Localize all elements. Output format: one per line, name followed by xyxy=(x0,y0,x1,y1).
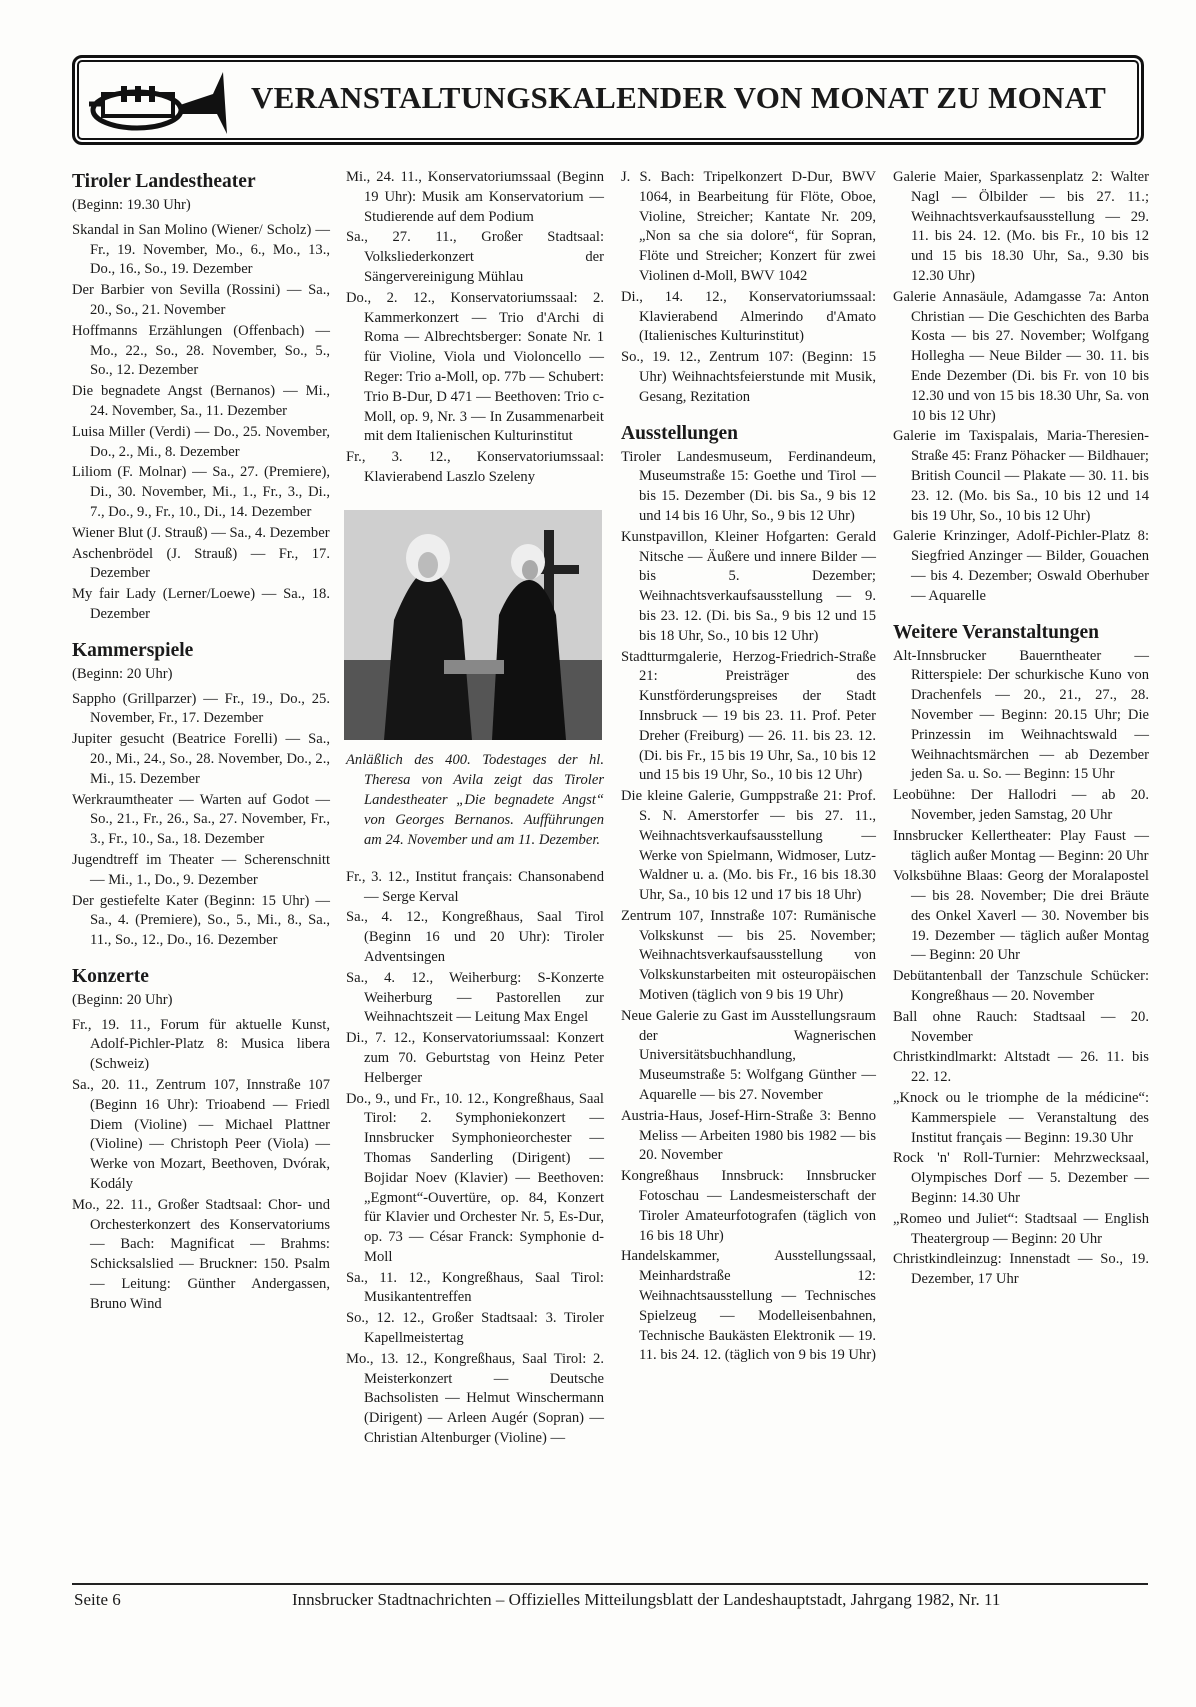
theater-photo xyxy=(344,510,602,740)
event-entry: Galerie Krinzinger, Adolf-Pichler-Platz 8: Siegfried Anzinger — Bilder, Gouachen — bis 4. Dezember; Oswald Oberhuber — Aquarelle xyxy=(893,528,1149,604)
event-entry: Fr., 19. 11., Forum für aktuelle Kunst, Adolf-Pichler-Platz 8: Musica libera (Schweiz) xyxy=(72,1016,330,1073)
event-entry: My fair Lady (Lerner/Loewe) — Sa., 18. Dezember xyxy=(72,586,330,622)
event-entry: Mo., 13. 12., Kongreßhaus, Saal Tirol: 2. Meisterkonzert — Deutsche Bachsolisten — Helmut Winschermann (Dirigent) — Arleen Augér (Sopran) — Christian Altenburger (Violine) — xyxy=(346,1350,604,1447)
event-entry: Mo., 22. 11., Großer Stadtsaal: Chor- und Orchesterkonzert des Konservatoriums — Bach: Magnificat — Brahms: Schicksalslied — Bruckner: 150. Psalm — Leitung: Günther Andergassen, Bruno Wind xyxy=(72,1196,330,1312)
event-entry: Tiroler Landesmuseum, Ferdinandeum, Museumstraße 15: Goethe und Tirol — bis 15. Dezember (Di. bis Sa., 9 bis 12 und 14 bis 16 Uhr, So., 9 bis 12 Uhr) xyxy=(621,448,876,524)
column-4 xyxy=(893,168,1149,1291)
footer-page-number: Seite 6 xyxy=(74,1590,121,1609)
section-heading: Tiroler Landestheater xyxy=(72,171,256,192)
photo-caption: Anläßlich des 400. Todestages der hl. Theresa von Avila zeigt das Tiroler Landestheater „Die begnadete Angst“ von Georges Bernanos. Aufführungen am 24. November und am 11. Dezember. xyxy=(346,751,604,848)
event-entry: Christkindleinzug: Innenstadt — So., 19. Dezember, 17 Uhr xyxy=(893,1251,1149,1288)
event-entry: Di., 14. 12., Konservatoriumssaal: Klavierabend Almerindo d'Amato (Italienisches Kulturinstitut) xyxy=(621,288,876,345)
event-entry: Galerie Maier, Sparkassenplatz 2: Walter Nagl — Ölbilder — bis 27. 11.; Weihnachtsverkaufsausstellung — 29. 11. bis 24. 12. (Mo. bis Fr., 10 bis 12 und 15 bis 18.30 Uhr, Sa., 9.30 bis 12.30 Uhr) xyxy=(893,169,1149,284)
event-entry: Alt-Innsbrucker Bauerntheater — Ritterspiele: Der schurkische Kuno von Drachenfels — 20., 21., 27., 28. November — Beginn: 20.15 Uhr; Die Prinzessin im Weihnachtswald — Weihnachtsmärchen — ab Dezember jeden Sa. u. So. — Beginn: 15 Uhr xyxy=(893,647,1149,783)
event-entry: Stadtturmgalerie, Herzog-Friedrich-Straße 21: Preisträger des Kunstförderungspreises der Stadt Innsbruck — 19 bis 23. 11. Prof. Peter Dreher (Freiburg) — 26. 11. bis 23. 12. (Di. bis Fr., 15 bis 19 Uhr, Sa., 10 bis 12 und 15 bis 19 Uhr, So., 10 bis 12 Uhr) xyxy=(621,648,876,784)
event-entry: Skandal in San Molino (Wiener/ Scholz) — Fr., 19. November, Mo., 6., Mo., 13., Do., 16., So., 19. Dezember xyxy=(72,221,330,278)
event-entry: Mi., 24. 11., Konservatoriumssaal (Beginn 19 Uhr): Musik am Konservatorium — Studierende auf dem Podium xyxy=(346,169,604,225)
event-entry: Der gestiefelte Kater (Beginn: 15 Uhr) — Sa., 4. (Premiere), So., 5., Mi., 8., Sa., 11., So., 12., Do., 16. Dezember xyxy=(72,892,330,949)
event-entry: Sa., 11. 12., Kongreßhaus, Saal Tirol: Musikantentreffen xyxy=(346,1269,604,1306)
event-entry: Innsbrucker Kellertheater: Play Faust — täglich außer Montag — Beginn: 20 Uhr xyxy=(893,827,1149,864)
event-entry: Debütantenball der Tanzschule Schücker: Kongreßhaus — 20. November xyxy=(893,968,1149,1005)
event-entry: „Romeo und Juliet“: Stadtsaal — English Theatergroup — Beginn: 20 Uhr xyxy=(893,1210,1149,1247)
section-heading: Kammerspiele xyxy=(72,639,194,661)
event-entry: Galerie im Taxispalais, Maria-Theresien-Straße 45: Franz Pöhacker — Bildhauer; British Council — Plakate — 30. 11. bis 23. 12. (Mo. bis Sa., 10 bis 12 und 14 bis 19 Uhr, So., 10 bis 12 Uhr) xyxy=(893,428,1149,524)
column-2 xyxy=(346,168,604,1450)
trumpet-icon xyxy=(85,64,235,136)
event-entry: Die begnadete Angst (Bernanos) — Mi., 24. November, Sa., 11. Dezember xyxy=(72,383,330,419)
section-start-time: (Beginn: 20 Uhr) xyxy=(72,991,173,1008)
header-banner xyxy=(72,55,1144,145)
event-entry: J. S. Bach: Tripelkonzert D-Dur, BWV 1064, in Bearbeitung für Flöte, Oboe, Violine, Streicher; Kantate Nr. 209, „Non sa che sia dolore“, für Sopran, Flöte und Streicher; Konzert für zwei Violinen d-Moll, BWV 1042 xyxy=(621,169,876,284)
section-heading: Ausstellungen xyxy=(621,422,739,444)
page-title: VERANSTALTUNGSKALENDER VON MONAT ZU MONAT xyxy=(251,80,1107,115)
section-start-time: (Beginn: 20 Uhr) xyxy=(72,665,173,682)
column-1 xyxy=(72,168,330,1316)
event-entry: Zentrum 107, Innstraße 107: Rumänische Volkskunst — bis 25. November; Weihnachtsverkaufsausstellung von Volkskunstarbeiten mit osteuropäischen Motiven (täglich von 9 bis 19 Uhr) xyxy=(621,907,876,1004)
event-entry: Di., 7. 12., Konservatoriumssaal: Konzert zum 70. Geburtstag von Heinz Peter Helberger xyxy=(346,1030,604,1086)
section-heading: Konzerte xyxy=(72,965,149,987)
event-entry: Do., 9., und Fr., 10. 12., Kongreßhaus, Saal Tirol: 2. Symphoniekonzert — Innsbrucker Symphonieorchester — Thomas Sanderling (Dirigent) — Bojidar Noev (Klavier) — Beethoven: „Egmont“-Ouvertüre, op. 84, Konzert für Klavier und Orchester Nr. 5, Es-Dur, op. 73 — César Franck: Symphonie d-Moll xyxy=(346,1090,604,1265)
event-entry: Jugendtreff im Theater — Scherenschnitt — Mi., 1., Do., 9. Dezember xyxy=(72,851,330,888)
event-entry: Luisa Miller (Verdi) — Do., 25. November, Do., 2., Mi., 8. Dezember xyxy=(72,423,330,460)
event-entry: Fr., 3. 12., Konservatoriumssaal: Klavierabend Laszlo Szeleny xyxy=(346,449,604,485)
event-entry: Do., 2. 12., Konservatoriumssaal: 2. Kammerkonzert — Trio d'Archi di Roma — Albrechtsberger: Sonate Nr. 1 für Violine, Viola und Violoncello — Reger: Trio a-Moll, op. 77b — Schubert: Trio B-Dur, D 471 — Beethoven: Trio c-Moll, op. 9, Nr. 3 — In Zusammenarbeit mit dem Italienischen Kulturinstitut xyxy=(346,289,604,445)
event-entry: Hoffmanns Erzählungen (Offenbach) — Mo., 22., So., 28. November, So., 5., So., 12. Dezember xyxy=(72,322,330,379)
footer-rule xyxy=(72,1583,1148,1585)
event-entry: Sa., 4. 12., Kongreßhaus, Saal Tirol (Beginn 16 und 20 Uhr): Tiroler Adventsingen xyxy=(346,909,604,965)
event-entry: Leobühne: Der Hallodri — ab 20. November, jeden Samstag, 20 Uhr xyxy=(893,787,1149,823)
event-entry: Werkraumtheater — Warten auf Godot — So., 21., Fr., 26., Sa., 27. November, Fr., 3., Fr., 10., Sa., 18. Dezember xyxy=(72,791,330,848)
event-entry: Fr., 3. 12., Institut français: Chansonabend — Serge Kerval xyxy=(346,868,604,905)
footer-publication: Innsbrucker Stadtnachrichten – Offizielles Mitteilungsblatt der Landeshauptstadt, Jahrgang 1982, Nr. 11 xyxy=(292,1590,1001,1609)
event-entry: So., 19. 12., Zentrum 107: (Beginn: 15 Uhr) Weihnachtsfeierstunde mit Musik, Gesang, Rezitation xyxy=(621,349,876,405)
section-start-time: (Beginn: 19.30 Uhr) xyxy=(72,197,191,213)
event-entry: Kunstpavillon, Kleiner Hofgarten: Gerald Nitsche — Äußere und innere Bilder — bis 5. Dezember; Weihnachtsverkaufsausstellung — 9. bis 23. 12. (Di. bis Sa., 9 bis 12 und 15 bis 18 Uhr, So., 10 bis 12 Uhr) xyxy=(621,528,876,644)
event-entry: Galerie Annasäule, Adamgasse 7a: Anton Christian — Die Geschichten des Barba Kosta — bis 27. November; Wolfgang Hollegha — Neue Bilder — 30. 11. bis Ende Dezember (Di. bis Fr. von 10 bis 12.30 und von 15 bis 18.30 Uhr, Sa. von 10 bis 12 Uhr) xyxy=(893,288,1149,424)
event-entry: Liliom (F. Molnar) — Sa., 27. (Premiere), Di., 30. November, Mi., 1., Fr., 3., Di., 7., Do., 9., Fr., 10., Di., 14. Dezember xyxy=(72,464,330,520)
event-entry: Handelskammer, Ausstellungssaal, Meinhardstraße 12: Weihnachtsausstellung — Technisches Spielzeug — Modelleisenbahnen, Technische Baukästen Elektronik — 19. 11. bis 24. 12. (täglich von 9 bis 19 Uhr) xyxy=(621,1248,876,1364)
event-entry: Der Barbier von Sevilla (Rossini) — Sa., 20., So., 21. November xyxy=(72,282,330,318)
event-entry: Austria-Haus, Josef-Hirn-Straße 3: Benno Meliss — Arbeiten 1980 bis 1982 — bis 20. November xyxy=(621,1107,876,1164)
column-3 xyxy=(621,168,876,1367)
event-entry: Sa., 27. 11., Großer Stadtsaal: Volksliederkonzert der Sängervereinigung Mühlau xyxy=(346,229,604,285)
event-entry: „Knock ou le triomphe de la médicine“: Kammerspiele — Veranstaltung des Institut français — Beginn: 19.30 Uhr xyxy=(893,1090,1149,1146)
event-entry: Christkindlmarkt: Altstadt — 26. 11. bis 22. 12. xyxy=(893,1049,1149,1086)
event-entry: Neue Galerie zu Gast im Ausstellungsraum der Wagnerischen Universitätsbuchhandlung, Museumstraße 5: Wolfgang Günther — Aquarelle — bis 27. November xyxy=(621,1007,876,1104)
event-entry: Jupiter gesucht (Beatrice Forelli) — Sa., 20., Mi., 24., So., 28. November, Do., 2., Mi., 15. Dezember xyxy=(72,731,330,787)
event-entry: Aschenbrödel (J. Strauß) — Fr., 17. Dezember xyxy=(72,545,330,582)
event-entry: Ball ohne Rauch: Stadtsaal — 20. November xyxy=(893,1008,1149,1045)
event-entry: Wiener Blut (J. Strauß) — Sa., 4. Dezember xyxy=(72,524,330,541)
event-entry: So., 12. 12., Großer Stadtsaal: 3. Tiroler Kapellmeistertag xyxy=(346,1310,604,1347)
event-entry: Volksbühne Blaas: Georg der Moralapostel — bis 28. November; Die drei Bräute des Onkel Xaverl — 30. November bis 19. Dezember — täglich außer Montag — Beginn: 20 Uhr xyxy=(893,868,1149,964)
event-entry: Sappho (Grillparzer) — Fr., 19., Do., 25. November, Fr., 17. Dezember xyxy=(72,690,330,727)
event-entry: Sa., 4. 12., Weiherburg: S-Konzerte Weiherburg — Pastorellen zur Weihnachtszeit — Leitung Max Engel xyxy=(346,969,604,1026)
event-entry: Die kleine Galerie, Gumppstraße 21: Prof. S. N. Amerstorfer — bis 27. 11., Weihnachtsverkaufsausstellung — Werke von Spielmann, Widmoser, Lutz-Waldner u. a. (Mo. bis Fr., 16 bis 18.30 Uhr, Sa., 10 bis 12 und 17 bis 18 Uhr) xyxy=(621,788,876,904)
event-entry: Kongreßhaus Innsbruck: Innsbrucker Fotoschau — Landesmeisterschaft der Tiroler Amateurfotografen (täglich von 16 bis 18 Uhr) xyxy=(621,1168,876,1244)
event-entry: Sa., 20. 11., Zentrum 107, Innstraße 107 (Beginn 16 Uhr): Trioabend — Friedl Diem (Violine) — Michael Plattner (Violine) — Christoph Peer (Viola) — Werke von Mozart, Beethoven, Dvórak, Kodály xyxy=(72,1077,330,1193)
section-heading: Weitere Veranstaltungen xyxy=(893,621,1100,643)
event-entry: Rock 'n' Roll-Turnier: Mehrzwecksaal, Olympisches Dorf — 5. Dezember — Beginn: 14.30 Uhr xyxy=(893,1150,1149,1207)
